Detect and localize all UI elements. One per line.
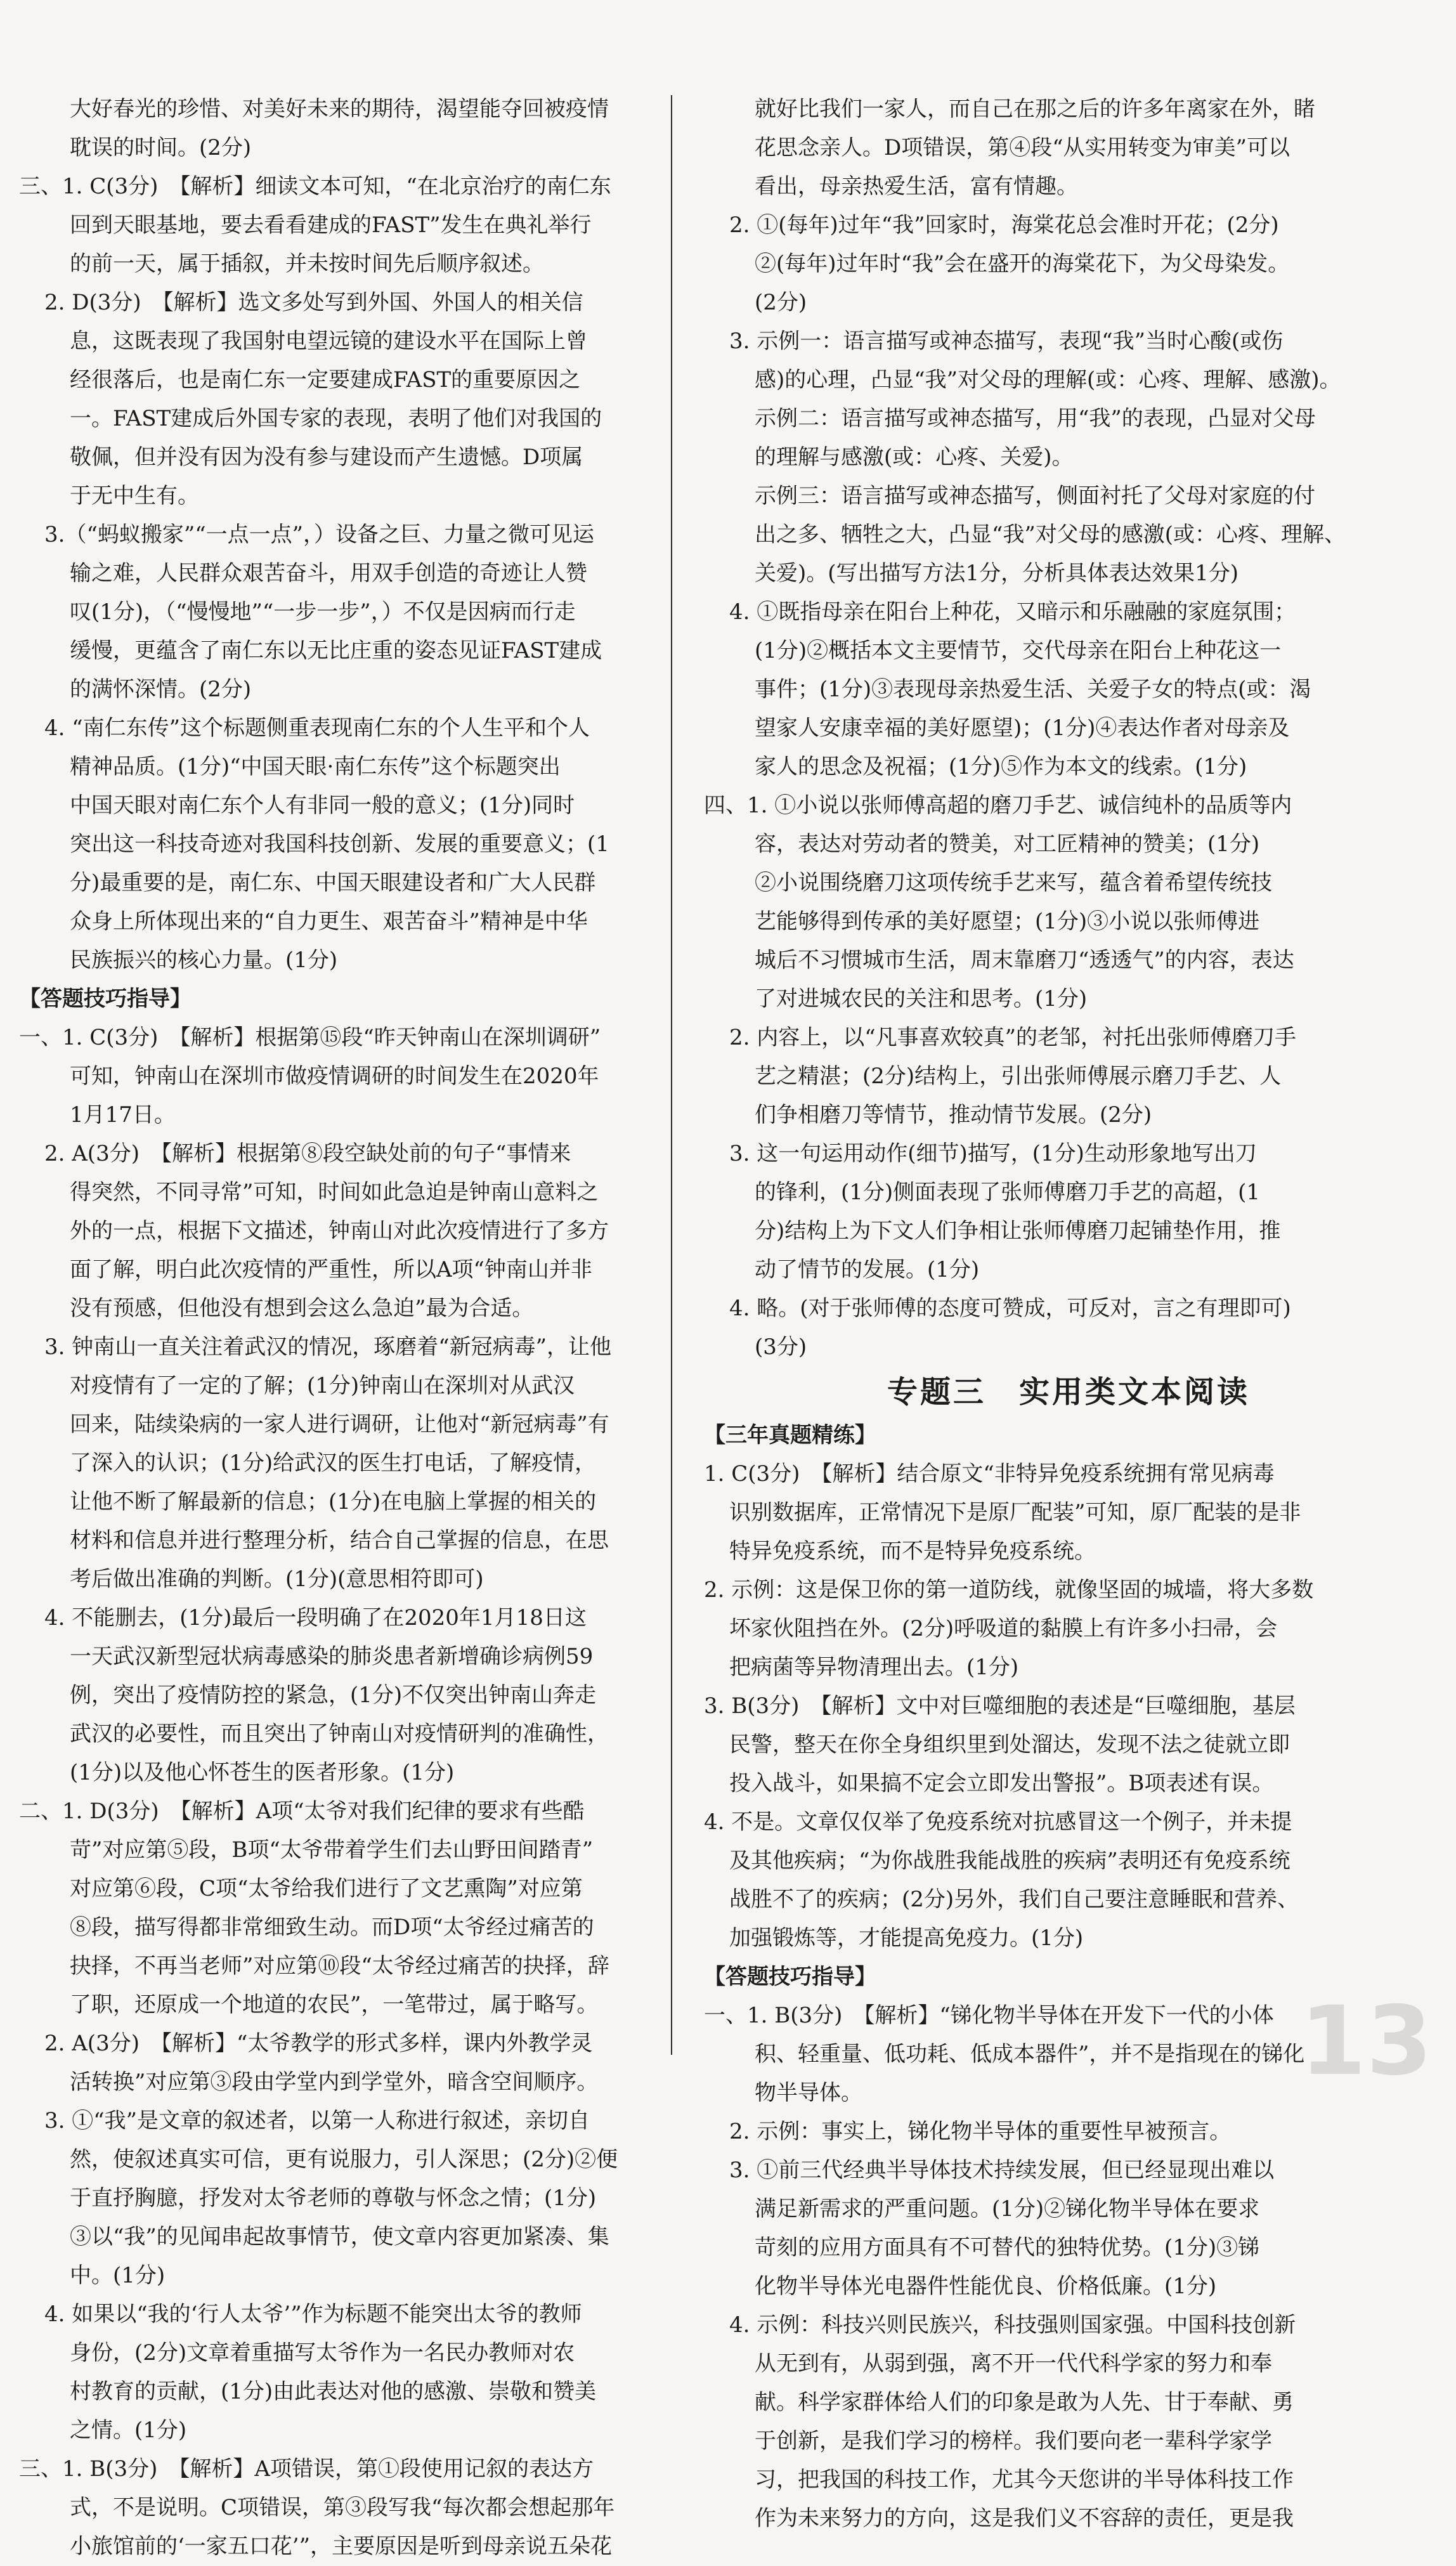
answer-line: 满足新需求的严重问题。(1分)②锑化物半导体在要求 <box>755 2196 1260 2222</box>
answer-line: 献。科学家群体给人们的印象是敢为人先、甘于奉献、勇 <box>755 2390 1294 2415</box>
answer-line: 3.（“蚂蚁搬家”“一点一点”，）设备之巨、力量之微可见运 <box>44 522 594 547</box>
watermark-number: 13 <box>1300 1986 1433 2097</box>
answer-line: 考后做出准确的判断。(1分)(意思相符即可) <box>70 1566 484 1592</box>
answer-line: 中。(1分) <box>70 2263 166 2288</box>
answer-line: 的理解与感激(或：心疼、关爱)。 <box>755 445 1074 470</box>
answer-line: 战胜不了的疾病；(2分)另外，我们自己要注意睡眠和营养、 <box>729 1887 1299 1912</box>
answer-line: 精神品质。(1分)“中国天眼·南仁东传”这个标题突出 <box>70 754 561 779</box>
answer-line: 投入战斗，如果搞不定会立即发出警报”。B项表述有误。 <box>729 1771 1274 1796</box>
answer-line: 于直抒胸臆，抒发对太爷老师的尊敬与怀念之情；(1分) <box>70 2185 597 2211</box>
answer-line: 们争相磨刀等情节，推动情节发展。(2分) <box>755 1102 1152 1128</box>
answer-line: 民警，整天在你全身组织里到处溜达，发现不法之徒就立即 <box>729 1732 1290 1757</box>
answer-line: 回到天眼基地，要去看看建成的FAST”发生在典礼举行 <box>70 212 592 238</box>
answer-line: 艺能够得到传承的美好愿望；(1分)③小说以张师傅进 <box>755 909 1260 934</box>
answer-line: 三、1. C(3分) 【解析】细读文本可知，“在北京治疗的南仁东 <box>19 174 611 199</box>
answer-line: 于无中生有。 <box>70 483 199 509</box>
answer-line: 2. 示例：事实上，锑化物半导体的重要性早被预言。 <box>729 2119 1232 2144</box>
answer-line: 众身上所体现出来的“自力更生、艰苦奋斗”精神是中华 <box>70 909 588 934</box>
answer-line: 关爱)。(写出描写方法1分，分析具体表达效果1分) <box>755 561 1239 586</box>
answer-line: 之情。(1分) <box>70 2418 187 2443</box>
answer-line: 积、轻重量、低功耗、低成本器件”，并不是指现在的锑化 <box>755 2042 1305 2067</box>
answer-line: 3. ①“我”是文章的叙述者，以第一人称进行叙述，亲切自 <box>44 2108 590 2133</box>
answer-line: 于创新，是我们学习的榜样。我们要向老一辈科学家学 <box>755 2428 1272 2454</box>
answer-line: 4. “南仁东传”这个标题侧重表现南仁东的个人生平和个人 <box>44 715 590 741</box>
answer-line: 大好春光的珍惜、对美好未来的期待，渴望能夺回被疫情 <box>70 96 609 122</box>
answer-line: 2. 内容上，以“凡事喜欢较真”的老邹，衬托出张师傅磨刀手 <box>729 1025 1297 1050</box>
answer-line: 活转换”对应第③段由学堂内到学堂外，暗含空间顺序。 <box>70 2069 599 2095</box>
answer-line: 分)最重要的是，南仁东、中国天眼建设者和广大人民群 <box>70 870 596 895</box>
answer-line: 缓慢，更蕴含了南仁东以无比庄重的姿态见证FAST建成 <box>70 638 602 663</box>
answer-line: 让他不断了解最新的信息；(1分)在电脑上掌握的相关的 <box>70 1489 597 1514</box>
answer-line: 坏家伙阻挡在外。(2分)呼吸道的黏膜上有许多小扫帚，会 <box>729 1616 1278 1641</box>
answer-line: 回来，陆续染病的一家人进行调研，让他对“新冠病毒”有 <box>70 1412 609 1437</box>
section-title: 专题三 实用类文本阅读 <box>887 1374 1250 1410</box>
answer-line: 没有预感，但他没有想到会这么急迫”最为合适。 <box>70 1296 534 1321</box>
answer-line: ③以“我”的见闻串起故事情节，使文章内容更加紧凑、集 <box>70 2224 609 2250</box>
answer-line: 化物半导体光电器件性能优良、价格低廉。(1分) <box>755 2274 1217 2299</box>
answer-line: ⑧段，描写得都非常细致生动。而D项“太爷经过痛苦的 <box>70 1915 594 1940</box>
answer-line: 三、1. B(3分) 【解析】A项错误，第①段使用记叙的表达方 <box>19 2456 594 2482</box>
answer-line: 四、1. ①小说以张师傅高超的磨刀手艺、诚信纯朴的品质等内 <box>704 793 1292 818</box>
answer-line: 出之多、牺牲之大，凸显“我”对父母的感激(或：心疼、理解、 <box>755 522 1346 547</box>
answer-line: (3分) <box>755 1334 807 1360</box>
answer-line: 二、1. D(3分) 【解析】A项“太爷对我们纪律的要求有些酷 <box>19 1799 585 1824</box>
answer-line: 看出，母亲热爱生活，富有情趣。 <box>755 174 1078 199</box>
answer-line: 突出这一科技奇迹对我国科技创新、发展的重要意义；(1 <box>70 831 609 857</box>
answer-line: 对应第⑥段，C项“太爷给我们进行了文艺熏陶”对应第 <box>70 1876 583 1901</box>
answer-line: 一、1. B(3分) 【解析】“锑化物半导体在开发下一代的小体 <box>704 2003 1274 2028</box>
answer-line: 示例二：语言描写或神态描写，用“我”的表现，凸显对父母 <box>755 406 1316 431</box>
answer-line: (2分) <box>755 290 807 315</box>
answer-line: 的前一天，属于插叙，并未按时间先后顺序叙述。 <box>70 251 544 277</box>
left-column <box>19 90 653 2566</box>
answer-line: 4. ①既指母亲在阳台上种花，又暗示和乐融融的家庭氛围； <box>729 599 1296 625</box>
answer-line: 家人的思念及祝福；(1分)⑤作为本文的线索。(1分) <box>755 754 1247 779</box>
answer-line: 式，不是说明。C项错误，第③段写我“每次都会想起那年 <box>70 2495 615 2520</box>
answer-line: 面了解，明白此次疫情的严重性，所以A项“钟南山并非 <box>70 1257 592 1282</box>
answer-line: 城后不习惯城市生活，周末靠磨刀“透透气”的内容，表达 <box>755 948 1294 973</box>
answer-line: 的锋利，(1分)侧面表现了张师傅磨刀手艺的高超，(1 <box>755 1180 1261 1205</box>
answer-line: 物半导体。 <box>755 2080 862 2106</box>
answer-line: 4. 略。(对于张师傅的态度可赞成，可反对，言之有理即可) <box>729 1296 1291 1321</box>
answer-line: 经很落后，也是南仁东一定要建成FAST的重要原因之 <box>70 367 581 393</box>
page-number-watermark <box>1294 1979 1433 2097</box>
answer-line: 了深入的认识；(1分)给武汉的医生打电话，了解疫情， <box>70 1450 597 1476</box>
answer-line: 村教育的贡献，(1分)由此表达对他的感激、崇敬和赞美 <box>70 2379 597 2404</box>
answer-line: 3. ①前三代经典半导体技术持续发展，但已经显现出难以 <box>729 2158 1275 2183</box>
answer-line: 材料和信息并进行整理分析，结合自己掌握的信息，在思 <box>70 1528 609 1553</box>
answer-line: 民族振兴的核心力量。(1分) <box>70 948 338 973</box>
right-column <box>704 90 1433 2538</box>
answer-line: 叹(1分)，（“慢慢地”“一步一步”，）不仅是因病而行走 <box>70 599 576 625</box>
answer-line: 从无到有，从弱到强，离不开一代代科学家的努力和奉 <box>755 2351 1272 2376</box>
column-divider <box>671 95 672 2055</box>
answer-line: 艺之精湛；(2分)结构上，引出张师傅展示磨刀手艺、人 <box>755 1064 1282 1089</box>
answer-line: 3. 钟南山一直关注着武汉的情况，琢磨着“新冠病毒”，让他 <box>44 1334 612 1360</box>
answer-line: 可知，钟南山在深圳市做疫情调研的时间发生在2020年 <box>70 1064 599 1089</box>
answer-line: (1分)②概括本文主要情节，交代母亲在阳台上种花这一 <box>755 638 1282 663</box>
answer-line: 一。FAST建成后外国专家的表现，表明了他们对我国的 <box>70 406 602 431</box>
answer-line: 望家人安康幸福的美好愿望)；(1分)④表达作者对母亲及 <box>755 715 1290 741</box>
answer-line: 身份，(2分)文章着重描写太爷作为一名民办教师对农 <box>70 2340 575 2366</box>
answer-line: 容，表达对劳动者的赞美，对工匠精神的赞美；(1分) <box>755 831 1260 857</box>
answer-line: 就好比我们一家人，而自己在那之后的许多年离家在外，睹 <box>755 96 1315 122</box>
answer-line: ②(每年)过年时“我”会在盛开的海棠花下，为父母染发。 <box>755 251 1290 277</box>
answer-line: 小旅馆前的‘一家五口花’”，主要原因是听到母亲说五朵花 <box>70 2534 612 2559</box>
answer-line: 的满怀深情。(2分) <box>70 677 252 702</box>
answer-line: 3. 示例一：语言描写或神态描写，表现“我”当时心酸(或伤 <box>729 329 1284 354</box>
answer-line: 动了情节的发展。(1分) <box>755 1257 980 1282</box>
answer-line: 2. D(3分) 【解析】选文多处写到外国、外国人的相关信 <box>44 290 583 315</box>
answer-line: 抉择，不再当老师”对应第⑩段“太爷经过痛苦的抉择，辞 <box>70 1953 609 1979</box>
answer-line: 2. A(3分) 【解析】根据第⑧段空缺处前的句子“事情来 <box>44 1141 571 1166</box>
answer-line: 4. 示例：科技兴则民族兴，科技强则国家强。中国科技创新 <box>729 2312 1296 2338</box>
answer-line: 然，使叙述真实可信，更有说服力，引人深思；(2分)②便 <box>70 2147 618 2172</box>
answer-line: 输之难，人民群众艰苦奋斗，用双手创造的奇迹让人赞 <box>70 561 587 586</box>
answer-line: 2. A(3分) 【解析】“太爷教学的形式多样，课内外教学灵 <box>44 2031 593 2056</box>
answer-line: 识别数据库，正常情况下是原厂配装”可知，原厂配装的是非 <box>729 1500 1301 1525</box>
answer-line: 2. 示例：这是保卫你的第一道防线，就像坚固的城墙，将大多数 <box>704 1577 1314 1603</box>
answer-line: 事件；(1分)③表现母亲热爱生活、关爱子女的特点(或：渴 <box>755 677 1311 702</box>
answer-line: 加强锻炼等，才能提高免疫力。(1分) <box>729 1925 1084 1951</box>
section-tag: 【三年真题精练】 <box>704 1423 876 1448</box>
answer-line: 了职，还原成一个地道的农民”，一笔带过，属于略写。 <box>70 1992 599 2017</box>
answer-line: 耽误的时间。(2分) <box>70 135 252 160</box>
answer-line: 花思念亲人。D项错误，第④段“从实用转变为审美”可以 <box>755 135 1290 160</box>
answer-line: 1. C(3分) 【解析】结合原文“非特异免疫系统拥有常见病毒 <box>704 1461 1275 1487</box>
answer-line: 1月17日。 <box>70 1102 176 1128</box>
answer-line: 苛”对应第⑤段，B项“太爷带着学生们去山野田间踏青” <box>70 1837 594 1863</box>
answer-line: 外的一点，根据下文描述，钟南山对此次疫情进行了多方 <box>70 1218 609 1244</box>
answer-line: 了对进城农民的关注和思考。(1分) <box>755 986 1088 1012</box>
answer-line: 得突然，不同寻常”可知，时间如此急迫是钟南山意料之 <box>70 1180 599 1205</box>
answer-line: 息，这既表现了我国射电望远镜的建设水平在国际上曾 <box>70 329 587 354</box>
answer-line: 把病菌等异物清理出去。(1分) <box>729 1655 1019 1680</box>
section-tag: 【答题技巧指导】 <box>704 1964 876 1990</box>
answer-line: 苛刻的应用方面具有不可替代的独特优势。(1分)③锑 <box>755 2235 1260 2260</box>
answer-line: 感)的心理，凸显“我”对父母的理解(或：心疼、理解、感激)。 <box>755 367 1341 393</box>
answer-line: 分)结构上为下文人们争相让张师傅磨刀起铺垫作用，推 <box>755 1218 1281 1244</box>
answer-line: 及其他疾病；“为你战胜我能战胜的疾病”表明还有免疫系统 <box>729 1848 1290 1873</box>
section-tag: 【答题技巧指导】 <box>19 986 192 1012</box>
answer-line: 3. B(3分) 【解析】文中对巨噬细胞的表述是“巨噬细胞，基层 <box>704 1693 1296 1719</box>
answer-line: 4. 不是。文章仅仅举了免疫系统对抗感冒这一个例子，并未提 <box>704 1809 1292 1835</box>
answer-line: 中国天眼对南仁东个人有非同一般的意义；(1分)同时 <box>70 793 575 818</box>
answer-line: 习，把我国的科技工作，尤其今天您讲的半导体科技工作 <box>755 2467 1294 2492</box>
answer-line: 特异免疫系统，而不是特异免疫系统。 <box>729 1539 1096 1564</box>
answer-line: 3. 这一句运用动作(细节)描写，(1分)生动形象地写出刀 <box>729 1141 1257 1166</box>
answer-line: 2. ①(每年)过年“我”回家时，海棠花总会准时开花；(2分) <box>729 212 1279 238</box>
answer-line: 敬佩，但并没有因为没有参与建设而产生遗憾。D项属 <box>70 445 583 470</box>
answer-line: ②小说围绕磨刀这项传统手艺来写，蕴含着希望传统技 <box>755 870 1272 895</box>
answer-line: 例，突出了疫情防控的紧急，(1分)不仅突出钟南山奔走 <box>70 1683 597 1708</box>
answer-line: 作为未来努力的方向，这是我们义不容辞的责任，更是我 <box>755 2506 1294 2531</box>
answer-line: 武汉的必要性，而且突出了钟南山对疫情研判的准确性， <box>70 1721 609 1747</box>
answer-line: (1分)以及他心怀苍生的医者形象。(1分) <box>70 1760 455 1785</box>
answer-line: 一、1. C(3分) 【解析】根据第⑮段“昨天钟南山在深圳调研” <box>19 1025 601 1050</box>
answer-line: 对疫情有了一定的了解；(1分)钟南山在深圳对从武汉 <box>70 1373 575 1398</box>
answer-line: 示例三：语言描写或神态描写，侧面衬托了父母对家庭的付 <box>755 483 1315 509</box>
answer-line: 4. 如果以“我的‘行人太爷’”作为标题不能突出太爷的教师 <box>44 2302 582 2327</box>
answer-line: 4. 不能删去，(1分)最后一段明确了在2020年1月18日这 <box>44 1605 587 1631</box>
answer-line: 一天武汉新型冠状病毒感染的肺炎患者新增确诊病例59 <box>70 1644 594 1669</box>
